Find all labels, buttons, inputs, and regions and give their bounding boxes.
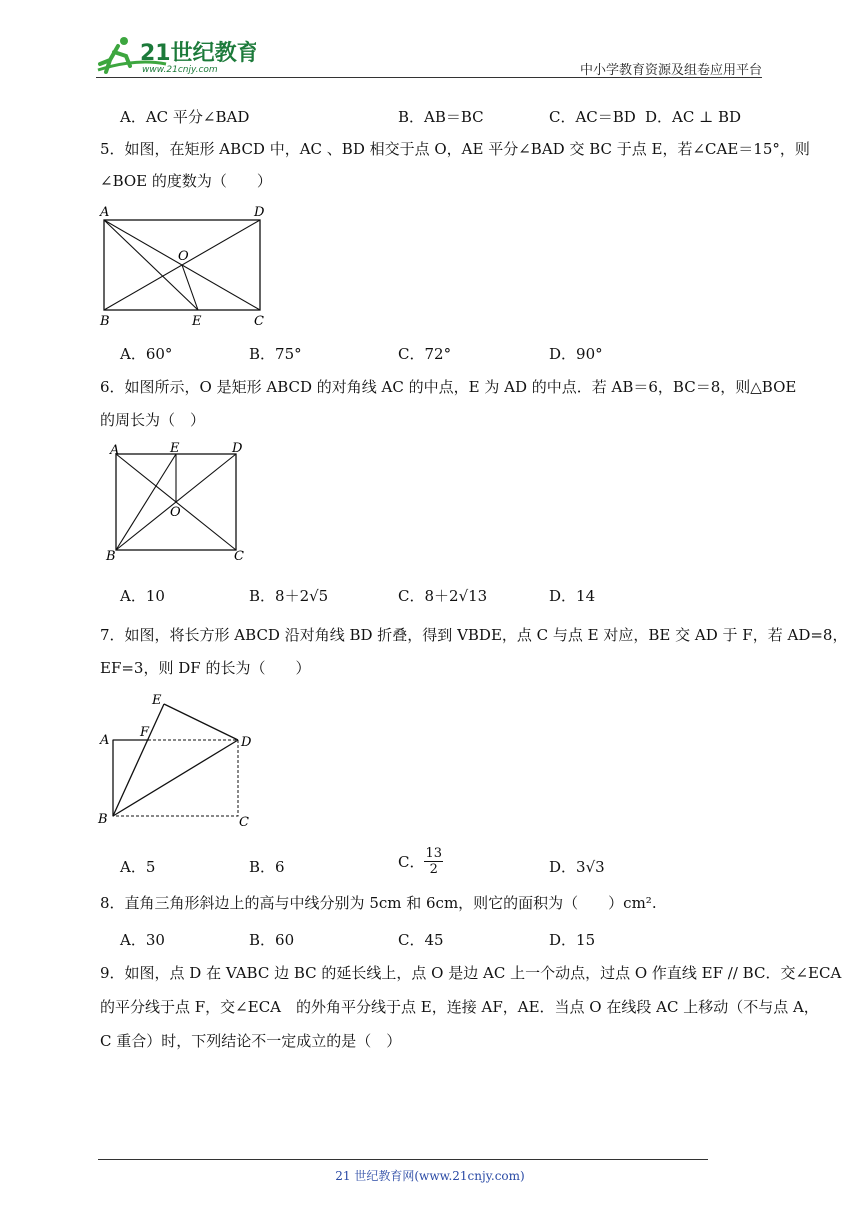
q6-option-a: A．10 xyxy=(120,587,165,605)
q7-option-d: D．3√3 xyxy=(549,858,605,876)
q5-text-line1: 5．如图，在矩形 ABCD 中，AC 、BD 相交于点 O，AE 平分∠BAD 交 BC 于点 E，若∠CAE＝15°，则 xyxy=(100,140,810,158)
q7-label-f: F xyxy=(140,725,150,740)
fraction: $\frac{13}{2}$ xyxy=(425,846,443,877)
q8-option-d: D．15 xyxy=(549,931,596,949)
q5-option-d: D．90° xyxy=(549,345,603,363)
q7-label-a: A xyxy=(100,733,110,748)
q9-text-line3: C 重合）时，下列结论不一定成立的是（ ） xyxy=(100,1032,402,1050)
q8-option-b: B．60 xyxy=(249,931,295,949)
q6-text-line1: 6．如图所示，O 是矩形 ABCD 的对角线 AC 的中点，E 为 AD 的中点．若 AB＝6，BC＝8，则△BOE xyxy=(100,378,797,396)
q8-option-c: C．45 xyxy=(398,931,444,949)
q7-option-c: C． $\frac{13}{2}$ xyxy=(398,846,443,877)
q6-label-b: B xyxy=(106,549,116,564)
q6-option-b: B．8＋2√5 xyxy=(249,587,329,605)
q6-figure xyxy=(104,438,254,566)
q6-label-c: C xyxy=(234,549,244,564)
q8-text-line1: 8．直角三角形斜边上的高与中线分别为 5cm 和 6cm，则它的面积为（ ）cm². xyxy=(100,894,657,912)
q7-text-line2: EF=3，则 DF 的长为（ ） xyxy=(100,659,311,677)
q8-option-a: A．30 xyxy=(120,931,165,949)
q7-text-line1: 7．如图，将长方形 ABCD 沿对角线 BD 折叠，得到 VBDE，点 C 与点 E 对应，BE 交 AD 于 F，若 AD=8， xyxy=(100,626,848,644)
header-logo xyxy=(96,34,256,80)
q5-option-c: C．72° xyxy=(398,345,452,363)
q7-label-c: C xyxy=(239,815,249,830)
q5-label-a: A xyxy=(100,205,110,220)
q5-label-c: C xyxy=(254,314,264,329)
header-platform-text: 中小学教育资源及组卷应用平台 xyxy=(579,63,762,78)
q7-figure xyxy=(96,690,261,832)
q7-label-d: D xyxy=(241,735,252,750)
runner-logo-icon xyxy=(96,34,256,76)
q5-label-e: E xyxy=(192,314,202,329)
q5-figure xyxy=(96,200,276,330)
q4-option-c: C．AC＝BD xyxy=(549,108,636,126)
q6-option-d: D．14 xyxy=(549,587,596,605)
q5-label-d: D xyxy=(254,205,265,220)
q5-text-line2: ∠BOE 的度数为（ ） xyxy=(100,172,272,190)
q5-option-b: B．75° xyxy=(249,345,302,363)
q7-label-b: B xyxy=(98,812,108,827)
q9-text-line1: 9．如图，点 D 在 VABC 边 BC 的延长线上，点 O 是边 AC 上一个动点，过点 O 作直线 EF // BC．交∠ECA xyxy=(100,964,842,982)
q5-label-o: O xyxy=(178,249,189,264)
q6-label-d: D xyxy=(232,441,243,456)
q9-text-line2: 的平分线于点 F，交∠ECA 的外角平分线于点 E，连接 AF，AE．当点 O 在线段 AC 上移动（不与点 A， xyxy=(100,998,819,1016)
q6-label-o: O xyxy=(170,505,181,520)
footer-divider xyxy=(98,1159,708,1160)
q7-label-e: E xyxy=(152,693,162,708)
q6-text-line2: 的周长为（ ） xyxy=(100,411,206,429)
q6-option-c: C．8＋2√13 xyxy=(398,587,488,605)
footer-link[interactable]: 21 世纪教育网(www.21cnjy.com) xyxy=(335,1169,525,1183)
q4-option-a: A．AC 平分∠BAD xyxy=(120,108,250,126)
svg-text:21世纪教育: 21世纪教育 xyxy=(140,41,256,66)
header-divider xyxy=(96,77,762,78)
q4-option-d: D．AC ⊥ BD xyxy=(645,108,742,126)
q6-label-e: E xyxy=(170,441,180,456)
q6-label-a: A xyxy=(110,443,120,458)
q7-option-a: A．5 xyxy=(120,858,156,876)
q5-label-b: B xyxy=(100,314,110,329)
q7-option-b: B．6 xyxy=(249,858,285,876)
q5-option-a: A．60° xyxy=(120,345,173,363)
svg-text:www.21cnjy.com: www.21cnjy.com xyxy=(142,65,218,75)
q4-option-b: B．AB＝BC xyxy=(398,108,484,126)
